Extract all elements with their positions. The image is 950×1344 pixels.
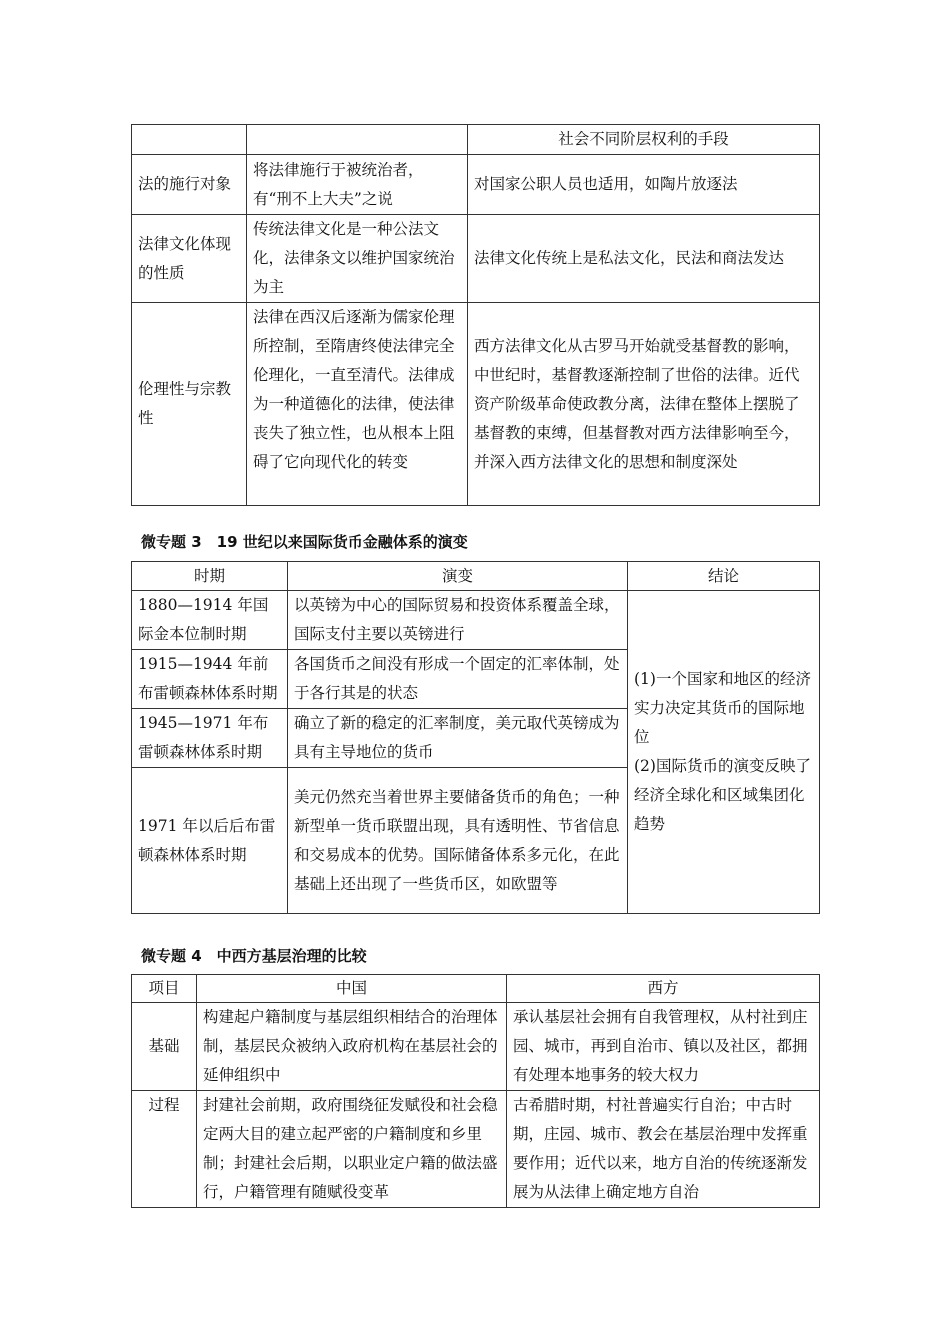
- conclusion-cell: [628, 591, 820, 914]
- topic4-title: 微专题 4 中西方基层治理的比较: [141, 947, 367, 965]
- header-west: 西方: [507, 975, 820, 1003]
- west-cell: 承认基层社会拥有自我管理权，从村社到庄园、城市，再到自治市、镇以及社区，都拥有处理本地事务的较大权力: [507, 1003, 820, 1091]
- header-conclusion: 结论: [628, 562, 820, 591]
- header-item: 项目: [132, 975, 197, 1003]
- china-cell: 将法律施行于被统治者，有“刑不上大夫”之说: [247, 155, 468, 215]
- table-row: [132, 591, 820, 650]
- west-cell: 法律文化传统上是私法文化，民法和商法发达: [468, 215, 820, 303]
- header-period: 时期: [132, 562, 288, 591]
- china-cell: 构建起户籍制度与基层组织相结合的治理体制，基层民众被纳入政府机构在基层社会的延伸组织中: [197, 1003, 507, 1091]
- header-china: 中国: [197, 975, 507, 1003]
- table-row: [132, 303, 820, 506]
- period-cell: 1880—1914 年国际金本位制时期: [132, 591, 288, 650]
- table-header-row: [132, 975, 820, 1003]
- west-cell: 古希腊时期，村社普遍实行自治；中古时期，庄园、城市、教会在基层治理中发挥重要作用；近代以来，地方自治的传统逐渐发展为从法律上确定地方自治: [507, 1091, 820, 1208]
- item-cell: 基础: [132, 1003, 197, 1091]
- china-cell: 传统法律文化是一种公法文化，法律条文以维护国家统治为主: [247, 215, 468, 303]
- table-row: [132, 1003, 820, 1091]
- table-row: [132, 215, 820, 303]
- header-change: 演变: [288, 562, 628, 591]
- grassroots-governance-table: [131, 974, 820, 1208]
- header-cell: [247, 125, 468, 155]
- header-cell: 社会不同阶层权利的手段: [468, 125, 820, 155]
- change-cell: 美元仍然充当着世界主要储备货币的角色；一种新型单一货币联盟出现，具有透明性、节省信息和交易成本的优势。国际储备体系多元化，在此基础上还出现了一些货币区，如欧盟等: [288, 768, 628, 914]
- conclusion-1: (1)一个国家和地区的经济实力决定其货币的国际地位: [634, 670, 811, 746]
- legal-culture-table: [131, 124, 820, 506]
- item-cell: 过程: [132, 1091, 197, 1208]
- period-cell: 1945—1971 年布雷顿森林体系时期: [132, 709, 288, 768]
- table-row: [132, 1091, 820, 1208]
- west-cell: 西方法律文化从古罗马开始就受基督教的影响，中世纪时，基督教逐渐控制了世俗的法律。近代资产阶级革命使政教分离，法律在整体上摆脱了基督教的束缚，但基督教对西方法律影响至今，并深入西方法律文化的思想和制度深处: [468, 303, 820, 506]
- table-header-row: [132, 562, 820, 591]
- change-cell: 各国货币之间没有形成一个固定的汇率体制，处于各行其是的状态: [288, 650, 628, 709]
- table-header-row: [132, 125, 820, 155]
- item-cell: 法律文化体现的性质: [132, 215, 247, 303]
- china-cell: 法律在西汉后逐渐为儒家伦理所控制，至隋唐终使法律完全伦理化，一直至清代。法律成为一种道德化的法律，使法律丧失了独立性，也从根本上阻碍了它向现代化的转变: [247, 303, 468, 506]
- china-cell: 封建社会前期，政府围绕征发赋役和社会稳定两大目的建立起严密的户籍制度和乡里制；封建社会后期，以职业定户籍的做法盛行，户籍管理有随赋役变革: [197, 1091, 507, 1208]
- period-cell: 1971 年以后后布雷顿森林体系时期: [132, 768, 288, 914]
- period-cell: 1915—1944 年前布雷顿森林体系时期: [132, 650, 288, 709]
- topic3-title: 微专题 3 19 世纪以来国际货币金融体系的演变: [141, 533, 468, 551]
- change-cell: 以英镑为中心的国际贸易和投资体系覆盖全球，国际支付主要以英镑进行: [288, 591, 628, 650]
- header-cell: [132, 125, 247, 155]
- west-cell: 对国家公职人员也适用，如陶片放逐法: [468, 155, 820, 215]
- item-cell: 伦理性与宗教性: [132, 303, 247, 506]
- currency-system-table: [131, 561, 820, 914]
- item-cell: 法的施行对象: [132, 155, 247, 215]
- change-cell: 确立了新的稳定的汇率制度，美元取代英镑成为具有主导地位的货币: [288, 709, 628, 768]
- conclusion-2: (2)国际货币的演变反映了经济全球化和区域集团化趋势: [634, 757, 811, 833]
- table-row: [132, 155, 820, 215]
